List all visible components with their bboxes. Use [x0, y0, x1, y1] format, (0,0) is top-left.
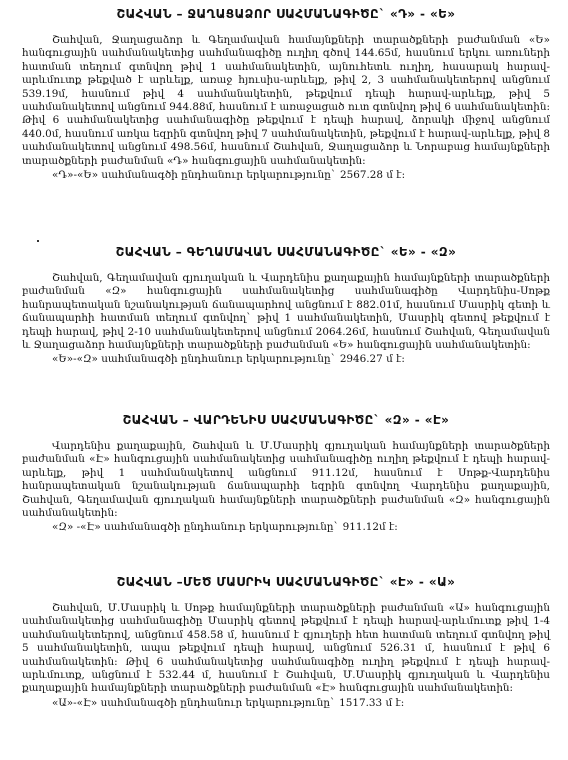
- section-e-a: [22, 574, 550, 710]
- total-label: «Զ» -«Է» սահմանագծի ընդհանուր երկարությունը`: [52, 521, 339, 534]
- section-total: [22, 521, 550, 534]
- total-label: «Դ»-«Ե» սահմանագծի ընդհանուր երկարությունը`: [52, 169, 337, 182]
- section-paragraph: [22, 602, 550, 696]
- section-d-e: [22, 6, 550, 182]
- section-z-e: [22, 412, 550, 535]
- paragraph-text: Շահվան, Ջաղացաձոր և Գեղամավան համայնքների տարածքների բաժանման «Ե» հանգուցային սահմանակետից սահմանագիծը ուղիղ գծով 144.65մ, հասնում երկու առուների հատման տեղում գտնվող թիվ 1 սահմանակետին, այնուհետև ուղիղ, հասարակ հարավ-արևմուտք թեքված է արևելք, առաջ հյուսիս-արևելք, թիվ 2, 3 սահմանակետերով անցնում 539.19մ, հասնում թիվ 4 սահմանակետին, թեքվում դեպի հարավ-արևելք, թիվ 5 սահմանակետով անցնում 944.88մ, հասնում է առաջացած ուտ գտնվող թիվ 6 սահմանակետին: Թիվ 6 սահմանակետից սահմանագիծը թեքվում է դեպի հարավ, ձորակի միջով անցնում 440.0մ, հասնում առկա եզրին գտնվող թիվ 7 սահմանակետին, թեքվում է հարավ-արևելք, թիվ 8 սահմանակետով անցնում 498.56մ, հասնում Շահվան, Ջաղացաձոր և Նորաբաց համայնքների տարածքների բաժանման «Դ» հանգուցային սահմանակետին:: [22, 34, 550, 167]
- total-value: 2946.27 մ է:: [339, 353, 405, 366]
- paragraph-text: Շահվան, Գեղամավան գյուղական և Վարդենիս քաղաքային համայնքների տարածքների բաժանման «Զ» հանգուցային սահմանակետից սահմանագիծը Վարդենիս-Սոթք հանրապետական նշանակության ճանապարհով անցնում է 882.01մ, հասնում Մասրիկ գետի և ճանապարհի հատման տեղում գտնվող` թիվ 1 սահմանակետին, Մասրիկ գետով թեքվում է դեպի հարավ, թիվ 2-10 սահմանակետերով անցնում 2064.26մ, հասնում Շահվան, Գեղամավան և Ջաղացաձոր համայնքների տարածքների բաժանման «Ե» հանգուցային սահմանակետին:: [22, 272, 550, 352]
- paragraph-text: Վարդենիս քաղաքային, Շահվան և Մ.Մասրիկ գյուղական համայնքների տարածքների բաժանման «Է» հանգուցային սահմանակետից սահմանագիծը ուղիղ թեքվում է դեպի հարավ-արևելք, թիվ 1 սահմանակետով անցնում 911.12մ, հասնում է Սոթք-Վարդենիս հանրապետական նշանակության ճանապարհի եզրին գտնվող Վարդենիս քաղաքային, Շահվան, Գեղամավան գյուղական համայնքների տարածքների բաժանման «Զ» հանգուցային սահմանակետին:: [22, 440, 550, 520]
- section-total: [22, 697, 550, 710]
- section-heading: ՇԱՀՎԱՆ – ԳԵՂԱՄԱՎԱՆ ՍԱՀՄԱՆԱԳԻԾԸ` «Ե» - «Զ»: [115, 245, 457, 259]
- section-paragraph: [22, 34, 550, 168]
- total-value: 1517.33 մ է:: [339, 696, 405, 709]
- total-value: 911.12մ է:: [342, 521, 398, 534]
- total-label: «Ա»-«Է» սահմանագծի ընդհանուր երկարությունը`: [52, 696, 336, 709]
- section-heading: ՇԱՀՎԱՆ – ՋԱՂԱՑԱՁՈՐ ՍԱՀՄԱՆԱԳԻԾԸ` «Դ» - «Ե»: [116, 7, 456, 21]
- stray-mark: [37, 240, 39, 242]
- paragraph-text: Շահվան, Մ.Մասրիկ և Սոթք համայնքների տարածքների բաժանման «Ա» հանգուցային սահմանակետից սահմանագիծը Մասրիկ գետով թեքվում է դեպի հարավ-արևմուտք թիվ 1-4 սահմանակետերով, անցնում 458.58 մ, հասնում է գյուղերի հետ հատման տեղում գտնվող թիվ 5 սահմանակետին, ապա թեքվում դեպի հարավ, անցնում 526.31 մ, հասնում է թիվ 6 սահմանակետին: Թիվ 6 սահմանակետից սահմանագիծը ուղիղ թեքվում է դեպի հարավ-արևմուտք, անցնում է 532.44 մ, հասնում է Շահվան, Մ.Մասրիկ գյուղական և Վարդենիս քաղաքային համայնքների տարածքների բաժանման «Է» հանգուցային սահմանակետին:: [22, 602, 550, 695]
- section-e-z: [22, 244, 550, 367]
- section-paragraph: [22, 440, 550, 520]
- section-heading: ՇԱՀՎԱՆ – ՎԱՐԴԵՆԻՍ ՍԱՀՄԱՆԱԳԻԾԸ` «Զ» - «Է»: [122, 413, 450, 427]
- section-heading: ՇԱՀՎԱՆ –ՄԵԾ ՄԱՍՐԻԿ ՍԱՀՄԱՆԱԳԻԾԸ` «Է» - «Ա»: [116, 575, 456, 589]
- section-paragraph: [22, 272, 550, 352]
- total-value: 2567.28 մ է:: [340, 169, 406, 182]
- section-total: [22, 353, 550, 366]
- section-total: [22, 169, 550, 182]
- total-label: «Ե»-«Զ» սահմանագծի ընդհանուր երկարությունը`: [52, 353, 336, 366]
